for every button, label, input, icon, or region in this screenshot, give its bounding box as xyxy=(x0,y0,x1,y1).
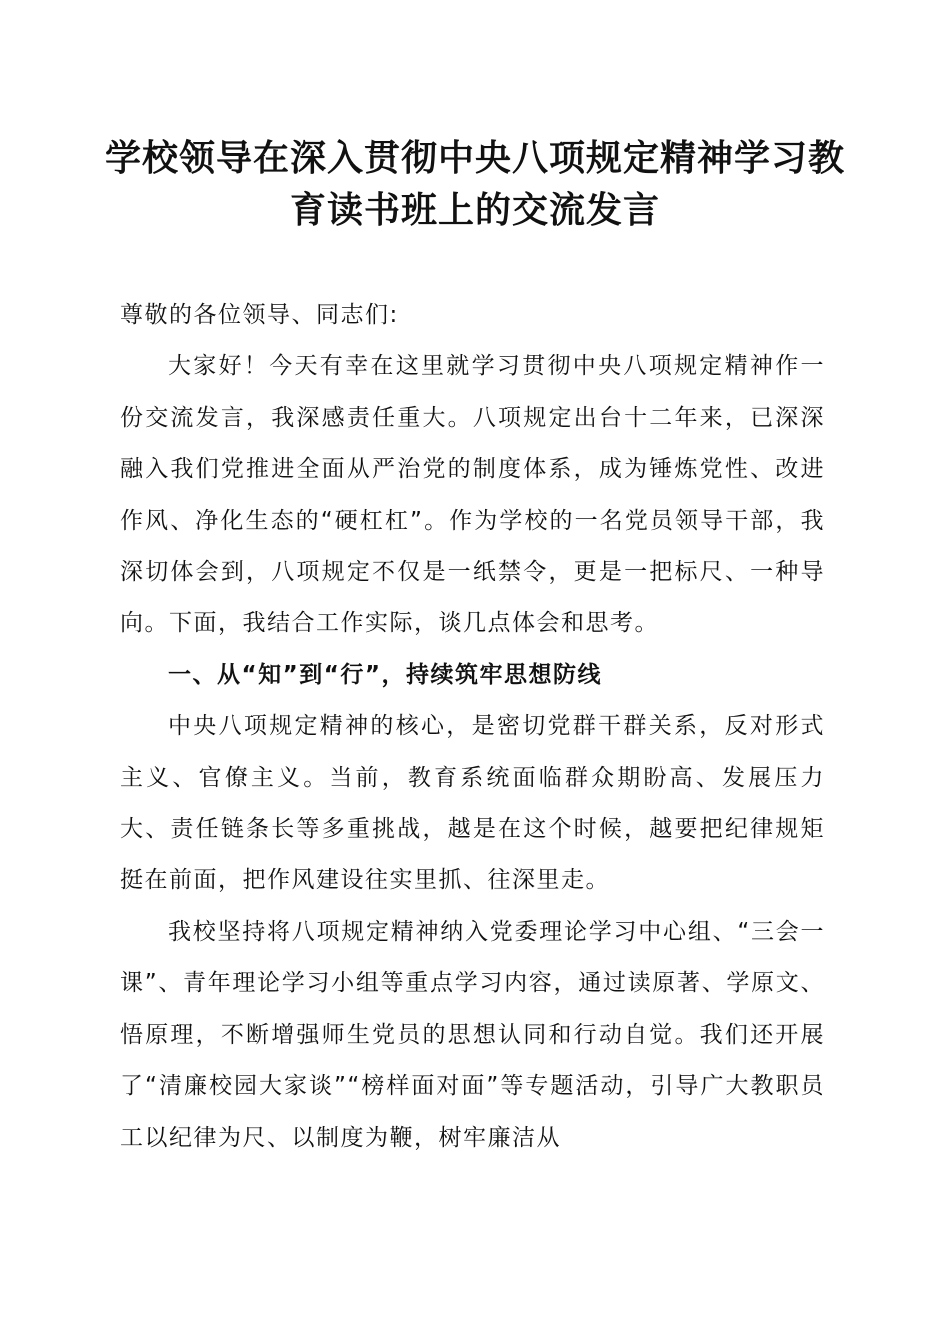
section-heading-1: 一、从“知”到“行”，持续筑牢思想防线 xyxy=(168,661,602,688)
intro-paragraph: 大家好！今天有幸在这里就学习贯彻中央八项规定精神作一份交流发言，我深感责任重大。八项规定出台十二年来，已深深融入我们党推进全面从严治党的制度体系，成为锤炼党性、改进作风、净化生态的“硬杠杠”。作为学校的一名党员领导干部，我深切体会到，八项规定不仅是一纸禁令，更是一把标尺、一种导向。下面，我结合工作实际，谈几点体会和思考。 xyxy=(120,353,825,637)
section-1-paragraph-1: 中央八项规定精神的核心，是密切党群干群关系，反对形式主义、官僚主义。当前，教育系统面临群众期盼高、发展压力大、责任链条长等多重挑战，越是在这个时候，越要把纪律规矩挺在前面，把作风建设往实里抓、往深里走。 xyxy=(120,713,825,894)
document-title xyxy=(100,132,850,236)
salutation: 尊敬的各位领导、同志们: xyxy=(120,302,399,328)
section-1-paragraph-2: 我校坚持将八项规定精神纳入党委理论学习中心组、“三会一课”、青年理论学习小组等重点学习内容，通过读原著、学原文、悟原理，不断增强师生党员的思想认同和行动自觉。我们还开展了“清廉校园大家谈”“榜样面对面”等专题活动，引导广大教职员工以纪律为尺、以制度为鞭，树牢廉洁从 xyxy=(120,918,825,1151)
document-body xyxy=(120,290,825,1164)
title-line-1: 学校领导在深入贯彻中央八项规定精神学习教 xyxy=(104,137,845,179)
title-line-2: 育读书班上的交流发言 xyxy=(289,189,660,231)
